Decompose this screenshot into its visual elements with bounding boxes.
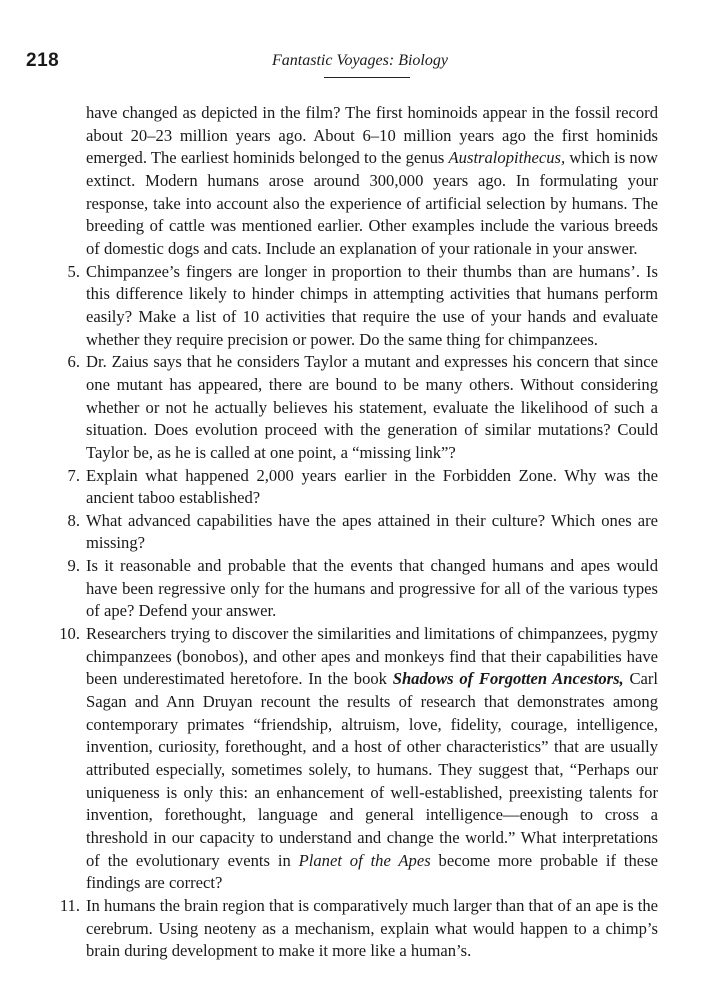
question-number: 11. xyxy=(59,895,80,915)
running-title: Fantastic Voyages: Biology xyxy=(272,52,448,69)
question-item xyxy=(30,895,658,963)
continuation-paragraph xyxy=(86,102,658,261)
question-number: 10. xyxy=(59,624,80,644)
question-item xyxy=(30,465,658,510)
question-number: 9. xyxy=(67,556,80,576)
film-title: Planet of the Apes xyxy=(298,850,431,870)
question-number: 5. xyxy=(67,261,80,281)
question-number: 7. xyxy=(67,465,80,485)
question-item xyxy=(30,623,658,895)
continuation-text-b: which is now extinct. Modern humans arose around 300,000 years ago. In formulating your response, take into account also the experience of artificial selection by humans. The breeding of cattle was mentioned earlier. Other examples include the various breeds of domestic dogs and cats. Include an explanation of your rationale in your answer. xyxy=(86,148,658,258)
question-text-a: Researchers trying to discover the similarities and limitations of chimpanzees, pygmy chimpanzees (bonobos), and other apes and monkeys find that their capabilities have been underestimated heretofore. In the book xyxy=(86,624,658,689)
question-number: 8. xyxy=(67,510,80,530)
question-text: Explain what happened 2,000 years earlier in the Forbidden Zone. Why was the ancient taboo established? xyxy=(86,465,658,508)
question-number: 6. xyxy=(67,352,80,372)
question-text: Dr. Zaius says that he considers Taylor a mutant and expresses his concern that since one mutant has appeared, there are bound to be many others. Without considering whether or not he actually believes his statement, evaluate the likelihood of such a situation. Does evolution proceed with the generation of similar mutations? Could Taylor be, as he is called at one point, a “missing link”? xyxy=(86,352,658,462)
question-text: In humans the brain region that is comparatively much larger than that of an ape is the cerebrum. Using neoteny as a mechanism, explain what would happen to a chimp’s brain during development to make it more like a human’s. xyxy=(86,895,658,961)
question-text: What advanced capabilities have the apes attained in their culture? Which ones are missing? xyxy=(86,510,658,553)
book-title: Shadows of Forgotten Ancestors, xyxy=(392,669,624,689)
question-item xyxy=(30,351,658,464)
question-item xyxy=(30,555,658,623)
page-body xyxy=(30,102,658,963)
question-text: Is it reasonable and probable that the events that changed humans and apes would have been regressive only for the humans and progressive for all of the various types of ape? Defend your answer. xyxy=(86,556,658,621)
question-item xyxy=(30,510,658,555)
question-text: Chimpanzee’s fingers are longer in proportion to their thumbs than are humans’. Is this difference likely to hinder chimps in attempting activities that humans perform easily? Make a list of 10 activities that require the use of your hands and evaluate whether they require precision or power. Do the same thing for chimpanzees. xyxy=(86,261,658,349)
question-text-c: become more probable if these findings are correct? xyxy=(86,850,658,893)
genus-name: Australopithecus, xyxy=(448,148,566,168)
header-rule xyxy=(324,77,410,78)
question-text xyxy=(86,623,658,895)
question-text-b: Carl Sagan and Ann Druyan recount the results of research that demonstrates among contemporary primates “friendship, altruism, love, fidelity, courage, intelligence, invention, curiosity, forethought, and a host of other characteristics” that are usually attributed especially, sometimes solely, to humans. They suggest that, “Perhaps our uniqueness is only this: an enhancement of well-established, preexisting talents for invention, forethought, language and general intelligence—enough to cross a threshold in our capacity to understand and change the world.” What interpretations of the evolutionary events in xyxy=(86,669,659,870)
question-item xyxy=(30,261,658,352)
page-number: 218 xyxy=(26,50,60,71)
continuation-text-a: have changed as depicted in the film? The first hominoids appear in the fossil record about 20–23 million years ago. About 6–10 million years ago the first hominids emerged. The earliest hominids belonged to the genus xyxy=(86,103,658,168)
